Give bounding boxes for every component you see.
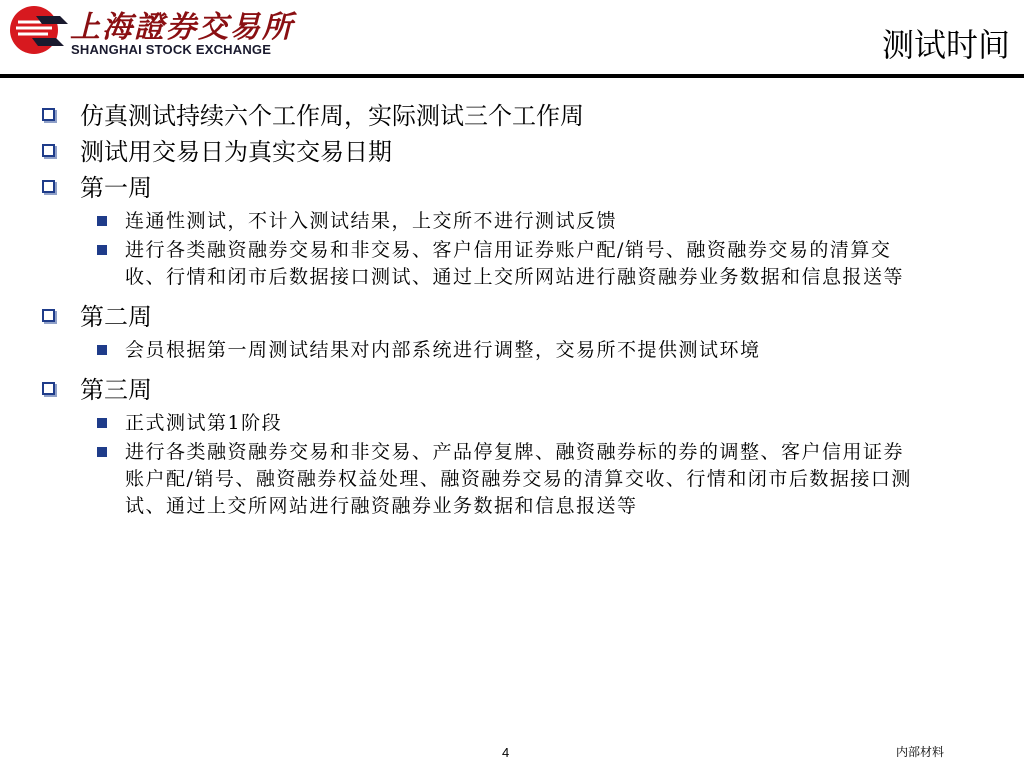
- sse-logo: [8, 2, 294, 60]
- footer-note: 内部材料: [896, 745, 945, 759]
- bullet-text: 第一周: [80, 174, 152, 202]
- filled-square-bullet-icon: [97, 447, 107, 457]
- bullet-text: 第二周: [80, 303, 152, 331]
- bullet-item: [40, 299, 1000, 335]
- sub-bullet-text: 连通性测试，不计入测试结果，上交所不进行测试反馈: [125, 210, 618, 232]
- sub-bullet-item: [40, 208, 915, 235]
- page-number: 4: [502, 745, 510, 760]
- bullet-text: 仿真测试持续六个工作周，实际测试三个工作周: [80, 102, 584, 130]
- sub-bullet-text: 进行各类融资融券交易和非交易、产品停复牌、融资融券标的券的调整、客户信用证券账户配/销号、融资融券权益处理、融资融券交易的清算交收、行情和闭市后数据接口测试、通过上交所网站进行融资融券业务数据和信息报送等: [125, 441, 912, 517]
- sub-bullet-item: [40, 337, 915, 364]
- sub-bullet-item: [40, 410, 915, 437]
- logo-chinese-name: 上海證券交易所: [70, 10, 294, 45]
- bullet-item: [40, 170, 1000, 206]
- filled-square-bullet-icon: [97, 245, 107, 255]
- filled-square-bullet-icon: [97, 418, 107, 428]
- hollow-square-bullet-icon: [42, 108, 55, 121]
- hollow-square-bullet-icon: [42, 180, 55, 193]
- bullet-text: 测试用交易日为真实交易日期: [80, 138, 392, 166]
- bullet-item: [40, 134, 1000, 170]
- bullet-item: [40, 98, 1000, 134]
- sub-bullet-text: 正式测试第1阶段: [125, 412, 283, 434]
- hollow-square-bullet-icon: [42, 382, 55, 395]
- page-title: 测试时间: [881, 26, 1010, 64]
- sse-emblem-icon: [8, 4, 70, 56]
- slide-header: [0, 0, 1024, 80]
- sub-bullet-text: 进行各类融资融券交易和非交易、客户信用证券账户配/销号、融资融券交易的清算交收、行情和闭市后数据接口测试、通过上交所网站进行融资融券业务数据和信息报送等: [125, 239, 905, 288]
- filled-square-bullet-icon: [97, 345, 107, 355]
- hollow-square-bullet-icon: [42, 144, 55, 157]
- bullet-text: 第三周: [80, 376, 152, 404]
- bullet-item: [40, 372, 1000, 408]
- filled-square-bullet-icon: [97, 216, 107, 226]
- hollow-square-bullet-icon: [42, 309, 55, 322]
- logo-english-name: SHANGHAI STOCK EXCHANGE: [71, 42, 272, 57]
- sub-bullet-text: 会员根据第一周测试结果对内部系统进行调整，交易所不提供测试环境: [125, 339, 761, 361]
- bullet-list: [40, 98, 1000, 522]
- sub-bullet-item: [40, 237, 915, 291]
- header-divider: [0, 74, 1024, 78]
- sub-bullet-item: [40, 439, 915, 520]
